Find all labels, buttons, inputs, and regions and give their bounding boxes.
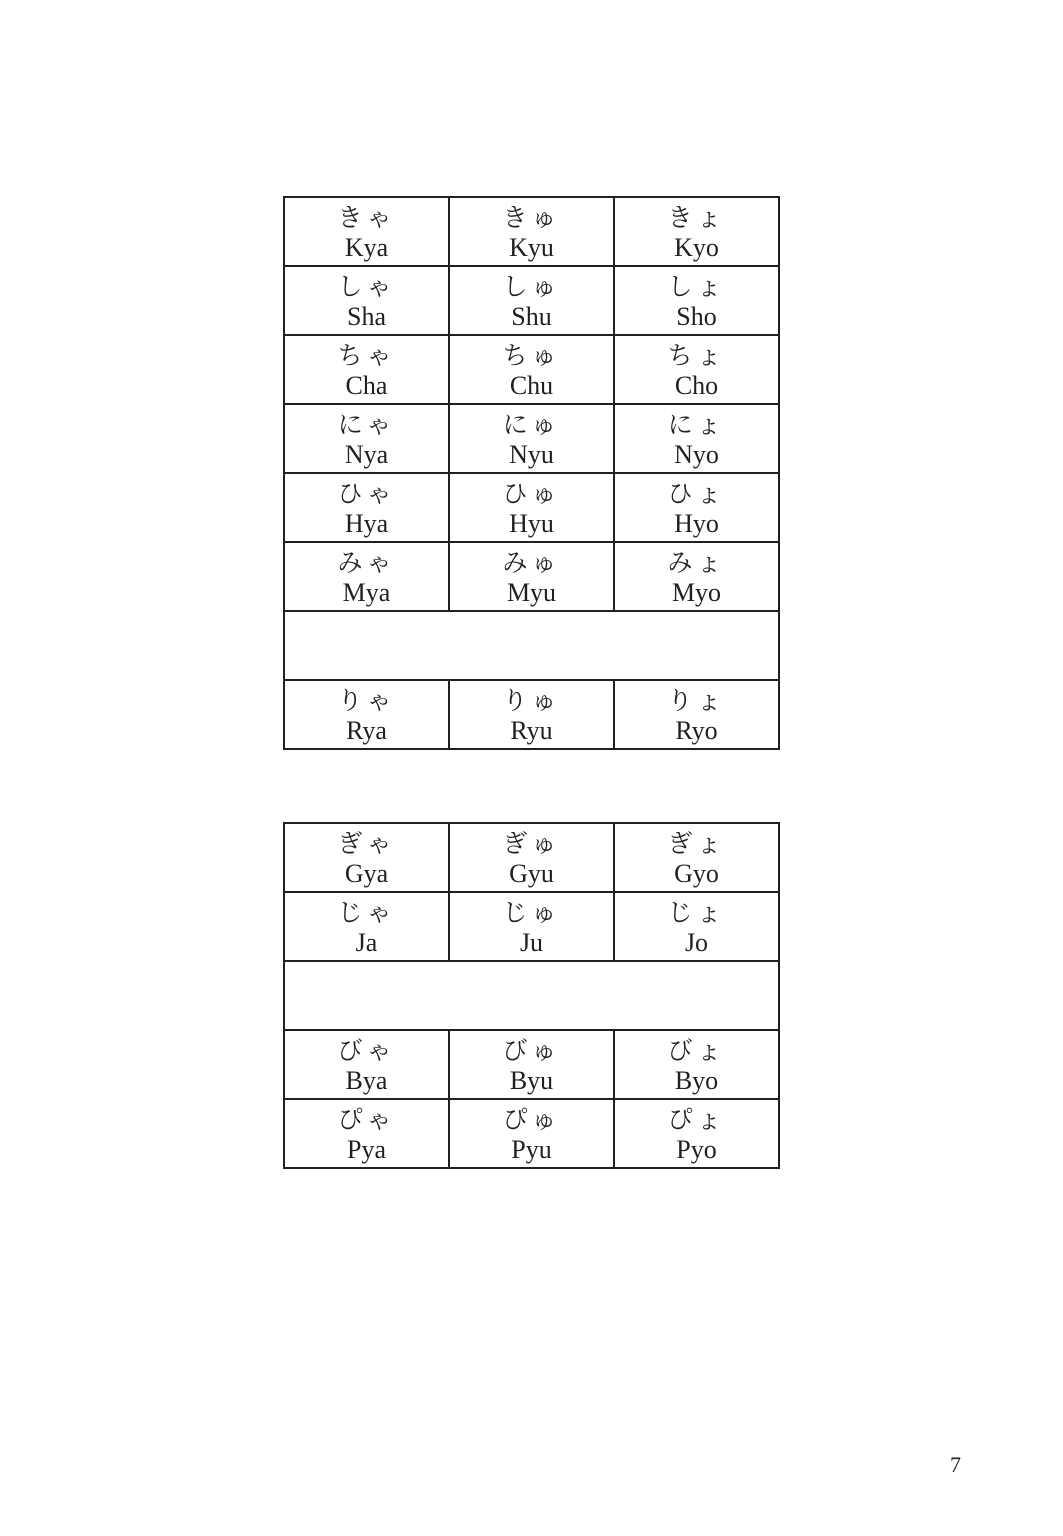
table-row (284, 473, 779, 542)
kana-text: きゅ (502, 202, 561, 232)
kana-cell (614, 197, 779, 266)
kana-text: ぴゅ (502, 1104, 561, 1134)
kana-text: じょ (667, 897, 726, 927)
kana-cell (614, 680, 779, 749)
table-row (284, 266, 779, 335)
kana-cell (284, 266, 449, 335)
romaji-text: Byu (509, 1065, 554, 1095)
romaji-text: Rya (346, 715, 387, 745)
kana-cell (614, 892, 779, 961)
kana-text: にょ (667, 409, 726, 439)
kana-text: ひゅ (502, 478, 561, 508)
kana-cell (449, 1099, 614, 1168)
kana-text: みゅ (502, 547, 561, 577)
kana-text: みょ (667, 547, 726, 577)
kana-cell (284, 197, 449, 266)
romaji-text: Hya (344, 508, 389, 538)
kana-text: ちょ (667, 340, 726, 370)
table-row (284, 335, 779, 404)
kana-cell (284, 404, 449, 473)
kana-text: しょ (667, 271, 726, 301)
kana-text: しゃ (337, 271, 396, 301)
kana-cell (614, 473, 779, 542)
romaji-text: Ryu (510, 715, 553, 745)
kana-cell (614, 542, 779, 611)
kana-cell (284, 542, 449, 611)
kana-cell (449, 823, 614, 892)
romaji-text: Pyo (676, 1134, 717, 1164)
kana-text: びゅ (502, 1035, 561, 1065)
romaji-text: Kyu (509, 232, 554, 262)
table-row (284, 892, 779, 961)
kana-cell (284, 892, 449, 961)
empty-cell (284, 611, 779, 680)
kana-cell (449, 266, 614, 335)
romaji-text: Ja (355, 927, 378, 957)
romaji-text: Pyu (511, 1134, 552, 1164)
kana-text: ぴょ (667, 1104, 726, 1134)
table-row (284, 197, 779, 266)
kana-cell (614, 1030, 779, 1099)
romaji-text: Cha (345, 370, 388, 400)
romaji-text: Chu (509, 370, 554, 400)
kana-text: ぎょ (667, 828, 726, 858)
kana-text: みゃ (337, 547, 396, 577)
romaji-text: Kyo (674, 232, 719, 262)
romaji-text: Sho (676, 301, 717, 331)
romaji-text: Nyu (509, 439, 554, 469)
table-row (284, 823, 779, 892)
page-number: 7 (950, 1452, 961, 1477)
kana-cell (449, 335, 614, 404)
table-row (284, 542, 779, 611)
kana-cell (284, 1030, 449, 1099)
romaji-text: Jo (684, 927, 709, 957)
romaji-text: Gyu (509, 858, 554, 888)
kana-text: きょ (667, 202, 726, 232)
kana-cell (284, 680, 449, 749)
kana-cell (284, 1099, 449, 1168)
kana-cell (284, 335, 449, 404)
kana-text: りゅ (502, 685, 561, 715)
kana-cell (449, 680, 614, 749)
romaji-text: Gya (344, 858, 389, 888)
kana-cell (449, 892, 614, 961)
romaji-text: Ju (519, 927, 544, 957)
romaji-text: Cho (674, 370, 719, 400)
romaji-text: Gyo (674, 858, 719, 888)
kana-text: ぎゅ (502, 828, 561, 858)
empty-cell (284, 961, 779, 1030)
kana-text: きゃ (337, 202, 396, 232)
table-row (284, 404, 779, 473)
kana-text: びゃ (337, 1035, 396, 1065)
kana-text: にゅ (502, 409, 561, 439)
kana-cell (614, 823, 779, 892)
kana-text: ひゃ (337, 478, 396, 508)
kana-text: りょ (667, 685, 726, 715)
kana-text: じゅ (502, 897, 561, 927)
romaji-text: Myu (506, 577, 557, 607)
kana-cell (614, 335, 779, 404)
kana-cell (284, 823, 449, 892)
romaji-text: Myo (671, 577, 722, 607)
kana-text: ぴゃ (337, 1104, 396, 1134)
romaji-text: Shu (511, 301, 552, 331)
kana-text: びょ (667, 1035, 726, 1065)
kana-cell (614, 266, 779, 335)
kana-cell (449, 404, 614, 473)
table-row (284, 680, 779, 749)
kana-text: りゃ (337, 685, 396, 715)
kana-text: にゃ (337, 409, 396, 439)
kana-cell (614, 404, 779, 473)
table-row (284, 1030, 779, 1099)
kana-text: ひょ (667, 478, 726, 508)
romaji-text: Nyo (674, 439, 719, 469)
kana-cell (449, 542, 614, 611)
kana-text: じゃ (337, 897, 396, 927)
kana-cell (449, 1030, 614, 1099)
kana-text: しゅ (502, 271, 561, 301)
romaji-text: Ryo (675, 715, 718, 745)
empty-row (284, 961, 779, 1030)
kana-text: ちゅ (502, 340, 561, 370)
kana-cell (449, 473, 614, 542)
romaji-text: Bya (345, 1065, 388, 1095)
empty-row (284, 611, 779, 680)
romaji-text: Nya (344, 439, 389, 469)
kana-cell (449, 197, 614, 266)
kana-cell (284, 473, 449, 542)
romaji-text: Hyo (674, 508, 719, 538)
kana-text: ちゃ (337, 340, 396, 370)
yoon-table-voiced (283, 822, 780, 1169)
kana-cell (614, 1099, 779, 1168)
romaji-text: Pya (347, 1134, 386, 1164)
romaji-text: Hyu (509, 508, 554, 538)
romaji-text: Mya (342, 577, 391, 607)
table-row (284, 1099, 779, 1168)
kana-text: ぎゃ (337, 828, 396, 858)
romaji-text: Byo (674, 1065, 719, 1095)
yoon-table-basic (283, 196, 780, 750)
romaji-text: Kya (344, 232, 389, 262)
romaji-text: Sha (347, 301, 386, 331)
